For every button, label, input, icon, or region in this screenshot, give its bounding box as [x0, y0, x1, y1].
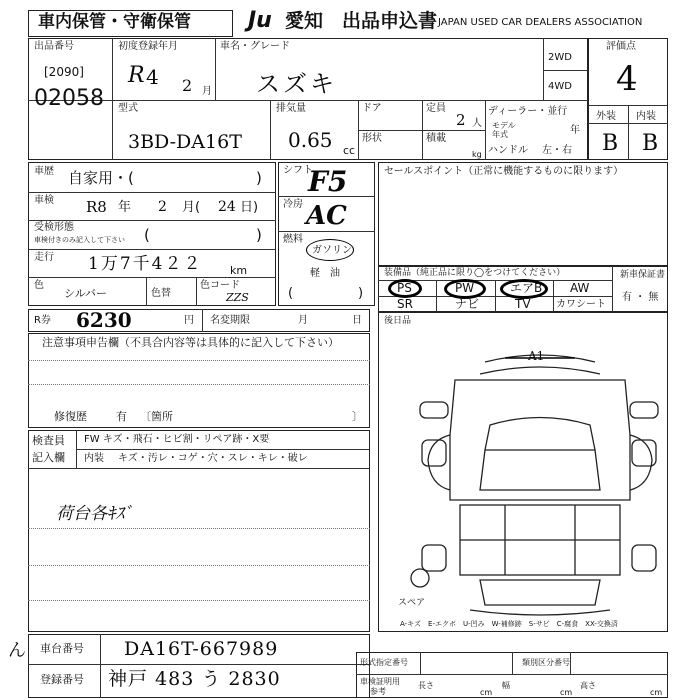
- grade-label: 評価点: [606, 41, 636, 52]
- notes-label: 注意事項申告欄（不具合内容等は具体的に記入して下さい）: [42, 336, 339, 349]
- inspector-label2: 記入欄: [32, 451, 65, 464]
- reg-month: 2: [182, 76, 193, 95]
- fuel-label: 燃料: [283, 234, 303, 245]
- grade-value: 4: [616, 59, 638, 99]
- name-change-day-unit: 日: [352, 315, 362, 326]
- inspector-handwritten-note: 荷台各ｷｽﾞ: [56, 504, 133, 524]
- chassis-label: 車台番号: [40, 642, 84, 655]
- repair-close: 〕: [352, 410, 363, 423]
- history-label: 車歴: [34, 166, 54, 177]
- inspect-form-paren: (: [144, 226, 150, 244]
- form-title: 出品申込書: [342, 10, 438, 32]
- exterior-label: 外装: [596, 111, 616, 122]
- new-warranty-label: 新車保証書: [620, 270, 666, 280]
- type-designation-label: 形式指定番号: [360, 658, 408, 667]
- lot-bracket: [2090]: [44, 65, 84, 79]
- width-unit: cm: [560, 688, 573, 697]
- recycle-value: 6230: [76, 308, 132, 332]
- plate-label: 登録番号: [40, 673, 84, 686]
- inspect-form-close: ): [256, 226, 262, 244]
- inspection-month: 2: [158, 199, 167, 215]
- recycle-label: R券: [34, 315, 51, 326]
- equip-sr: SR: [397, 297, 413, 311]
- length-label: 長さ: [418, 681, 434, 690]
- ps-circle: [388, 279, 422, 298]
- repair-has: 有: [116, 410, 127, 423]
- inspector-interior-label: 内装: [84, 453, 104, 464]
- length-unit: cm: [480, 688, 493, 697]
- year-unit: 年: [570, 125, 580, 136]
- fuel-close: ): [358, 286, 364, 301]
- inspection-day-unit: 日): [240, 200, 259, 215]
- color-value: シルバー: [64, 287, 107, 300]
- after-entry-label: 後日品: [384, 316, 412, 326]
- dealer-label: ディーラー・並行: [488, 106, 568, 117]
- shape-label: 形状: [362, 133, 382, 144]
- history-close: ): [256, 169, 262, 187]
- inspect-form-note: 車検付きのみ記入して下さい: [34, 236, 125, 244]
- equipment-label: 装備品（純正品に限り◯をつけてください）: [384, 268, 566, 278]
- reg-month-unit: 月: [202, 86, 212, 97]
- brand-name: 愛知: [285, 10, 324, 32]
- inspection-day: 24: [218, 199, 236, 215]
- displacement-label: 排気量: [276, 103, 306, 114]
- inspector-fw-row: FW キズ・飛石・ヒビ割・リペア跡・X要: [84, 434, 270, 445]
- selling-points-label: セールスポイント（正常に機能するものに限ります）: [384, 166, 624, 177]
- ac-label: 冷房: [283, 199, 303, 210]
- capacity-unit: 人: [472, 118, 482, 129]
- inspection-era: R8: [86, 198, 107, 216]
- interior-grade: B: [642, 131, 659, 156]
- equip-airbag: エアB: [510, 281, 543, 295]
- cert-label2: 参考: [370, 687, 386, 696]
- lot-number: 02058: [34, 86, 104, 111]
- repair-place: 〔箇所: [140, 410, 173, 423]
- equip-navi: ナビ: [455, 297, 480, 311]
- ac-value: AC: [306, 201, 347, 231]
- warranty-options: 有 ・ 無: [622, 292, 659, 303]
- reg-year: 4: [146, 65, 159, 89]
- interior-label: 内装: [636, 111, 656, 122]
- reg-era: R: [128, 63, 145, 88]
- height-unit: cm: [650, 688, 663, 697]
- fuel-diesel: 軽 油: [310, 268, 340, 279]
- mileage-value: 1万7千4２２: [88, 254, 203, 274]
- equip-aw: AW: [570, 281, 590, 295]
- association-name: JAPAN USED CAR DEALERS ASSOCIATION: [438, 17, 643, 28]
- kg-unit: kg: [472, 150, 482, 159]
- damage-legend: A-キズ E-エクボ U-凹み W-補修跡 S-サビ C-腐食 XX-交換済: [400, 620, 618, 628]
- history-value: 自家用・(: [68, 169, 134, 187]
- drive-2wd: 2WD: [548, 52, 572, 63]
- first-reg-label: 初度登録年月: [118, 41, 178, 52]
- color-label: 色: [34, 280, 44, 291]
- equip-seat: カワシート: [556, 299, 606, 310]
- cc-unit: cc: [343, 144, 356, 157]
- drive-4wd: 4WD: [548, 81, 572, 92]
- door-label: ドア: [362, 103, 382, 114]
- lot-label: 出品番号: [34, 41, 74, 52]
- equip-tv: TV: [515, 297, 531, 311]
- exterior-grade: B: [602, 131, 619, 156]
- inspection-year-unit: 年: [118, 200, 132, 215]
- pw-circle: [444, 279, 486, 299]
- class-label: 類別区分番号: [522, 658, 570, 667]
- width-label: 幅: [502, 681, 510, 690]
- chassis-value: DA16T-667989: [124, 638, 279, 660]
- recycle-unit: 円: [184, 315, 194, 326]
- shift-label: シフト: [283, 165, 313, 176]
- shift-value: F5: [308, 165, 348, 198]
- color-code-value: ZZS: [226, 291, 249, 304]
- inspection-label: 車検: [34, 195, 54, 206]
- name-change-label: 名変期限: [210, 315, 250, 326]
- capacity-label: 定員: [426, 103, 446, 114]
- color-code-label: 色コード: [200, 280, 240, 291]
- car-damage-diagram: [410, 340, 672, 620]
- inspector-label1: 検査員: [32, 434, 65, 447]
- repaint-label: 色替: [151, 288, 171, 299]
- inspection-month-unit: 月(: [182, 200, 201, 215]
- plate-value: 神戸 483 う 2830: [108, 668, 281, 690]
- model-label: 型式: [118, 103, 138, 114]
- diagram-mark-a1: A1: [528, 349, 545, 363]
- name-change-month-unit: 月: [298, 315, 308, 326]
- storage-title: 車内保管・守衛保管: [38, 12, 191, 32]
- handle-label: ハンドル: [488, 145, 528, 156]
- cert-label1: 車検証明用: [360, 677, 400, 686]
- load-label: 積載: [426, 133, 446, 144]
- fuel-paren: (: [288, 286, 294, 301]
- model-year-label2: 年式: [492, 130, 508, 139]
- mileage-label: 走行: [34, 252, 54, 263]
- car-name-label: 車名・グレード: [220, 41, 290, 52]
- height-label: 高さ: [580, 681, 596, 690]
- margin-mark: ん: [8, 640, 26, 661]
- capacity-value: 2: [456, 111, 466, 129]
- model-year-label1: モデル: [492, 121, 516, 130]
- ju-logo: Ju: [248, 8, 272, 33]
- model-code: 3BD-DA16T: [128, 131, 242, 153]
- inspect-form-label: 受検形態: [34, 222, 74, 233]
- spare-label: スペア: [398, 598, 426, 608]
- mileage-unit: km: [230, 264, 248, 277]
- inspector-interior-row: キズ・汚レ・コゲ・穴・スレ・キレ・破レ: [118, 453, 308, 464]
- repair-label: 修復歴: [54, 410, 87, 423]
- handle-options: 左・右: [542, 145, 572, 156]
- fuel-gas: ガソリン: [312, 245, 352, 256]
- equip-pw: PW: [455, 281, 475, 295]
- car-name: スズキ: [256, 70, 337, 98]
- equip-ps: PS: [397, 281, 412, 295]
- airbag-circle: [500, 279, 548, 299]
- displacement-value: 0.65: [288, 128, 333, 152]
- selling-points-box: [378, 162, 668, 266]
